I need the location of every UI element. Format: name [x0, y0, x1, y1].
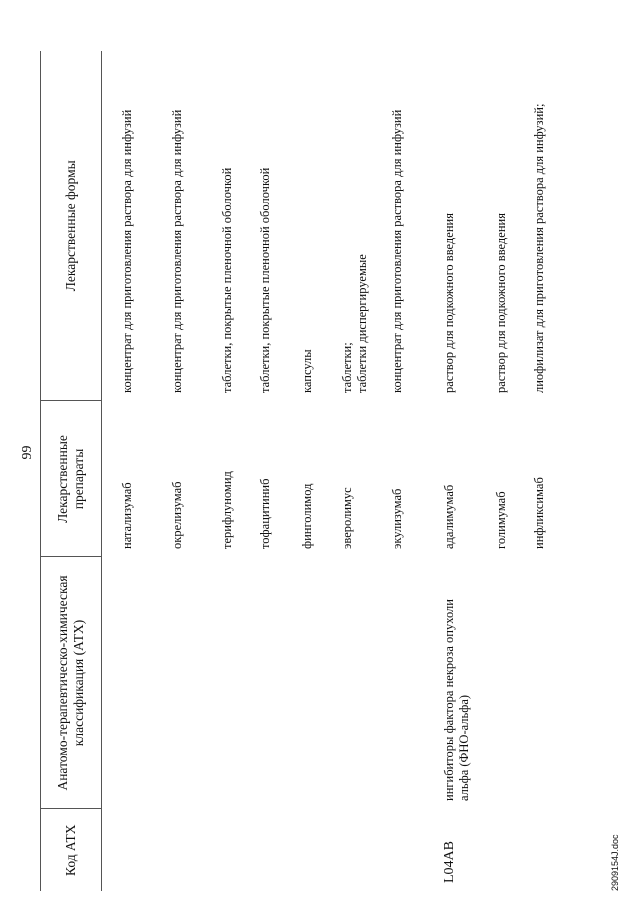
- drug-cell: терифлуномид: [220, 471, 234, 549]
- atx-class-cell: [532, 557, 582, 809]
- drug-cell: экулизумаб: [390, 488, 404, 549]
- atx-code-cell: L04AB: [442, 841, 457, 883]
- atx-class-cell: [300, 557, 340, 809]
- drug-cell: эверолимус: [340, 487, 354, 549]
- table-row: [258, 51, 300, 891]
- atx-code-cell: [258, 809, 300, 891]
- drug-cell: голимумаб: [494, 491, 508, 549]
- form-cell: концентрат для приготовления раствора для инфузий: [390, 109, 404, 393]
- table-row: [390, 51, 442, 891]
- atx-code-cell: [170, 809, 220, 891]
- atx-table: [40, 51, 582, 891]
- atx-code-cell: [102, 809, 171, 891]
- header-forms: Лекарственные формы: [41, 51, 102, 401]
- drug-cell: адалимумаб: [442, 484, 456, 549]
- header-drugs: Лекарственные препараты: [41, 401, 102, 557]
- header-code: Код АТХ: [41, 809, 102, 891]
- form-cell: концентрат для приготовления раствора для инфузий: [120, 109, 134, 393]
- table-row: [340, 51, 390, 891]
- table-row: [170, 51, 220, 891]
- atx-class-cell: [170, 557, 220, 809]
- table-body: [102, 51, 583, 891]
- form-cell: капсулы: [300, 349, 314, 393]
- drug-cell: окрелизумаб: [170, 481, 184, 549]
- atx-code-cell: [340, 809, 390, 891]
- form-cell: концентрат для приготовления раствора для инфузий: [170, 109, 184, 393]
- header-classification: Анатомо-терапевтическо-химическая классификация (АТХ): [41, 557, 102, 809]
- atx-code-cell: [300, 809, 340, 891]
- table-row: [494, 51, 532, 891]
- drug-cell: тофацитиниб: [258, 478, 272, 549]
- table-header-row: [41, 51, 102, 891]
- atx-class-cell: [390, 557, 442, 809]
- atx-code-cell: [220, 809, 258, 891]
- drug-cell: натализумаб: [120, 482, 134, 549]
- atx-class-cell: [258, 557, 300, 809]
- table-row: [220, 51, 258, 891]
- form-cell: лиофилизат для приготовления раствора для инфузий;: [532, 103, 546, 393]
- atx-class-cell: [340, 557, 390, 809]
- drug-cell: финголимод: [300, 483, 314, 549]
- form-cell: таблетки, покрытые пленочной оболочкой: [258, 167, 272, 393]
- form-cell: раствор для подкожного введения: [494, 213, 508, 393]
- table-row: [300, 51, 340, 891]
- page-number: 99: [20, 445, 35, 460]
- form-cell: таблетки, покрытые пленочной оболочкой: [220, 167, 234, 393]
- atx-code-cell: [390, 809, 442, 891]
- table-row: [102, 51, 171, 891]
- atx-class-cell: ингибиторы фактора некроза опухоли альфа (ФНО-альфа): [442, 599, 471, 801]
- form-cell: таблетки; таблетки диспергируемые: [340, 254, 369, 393]
- atx-class-cell: [220, 557, 258, 809]
- atx-code-cell: [494, 809, 532, 891]
- table-row: [532, 51, 582, 891]
- atx-class-cell: [494, 557, 532, 809]
- atx-code-cell: [532, 809, 582, 891]
- drug-cell: инфликсимаб: [532, 477, 546, 549]
- document-id: 2909154J.doc: [610, 834, 620, 891]
- form-cell: раствор для подкожного введения: [442, 213, 456, 393]
- atx-class-cell: [102, 557, 171, 809]
- table-row: [442, 51, 494, 891]
